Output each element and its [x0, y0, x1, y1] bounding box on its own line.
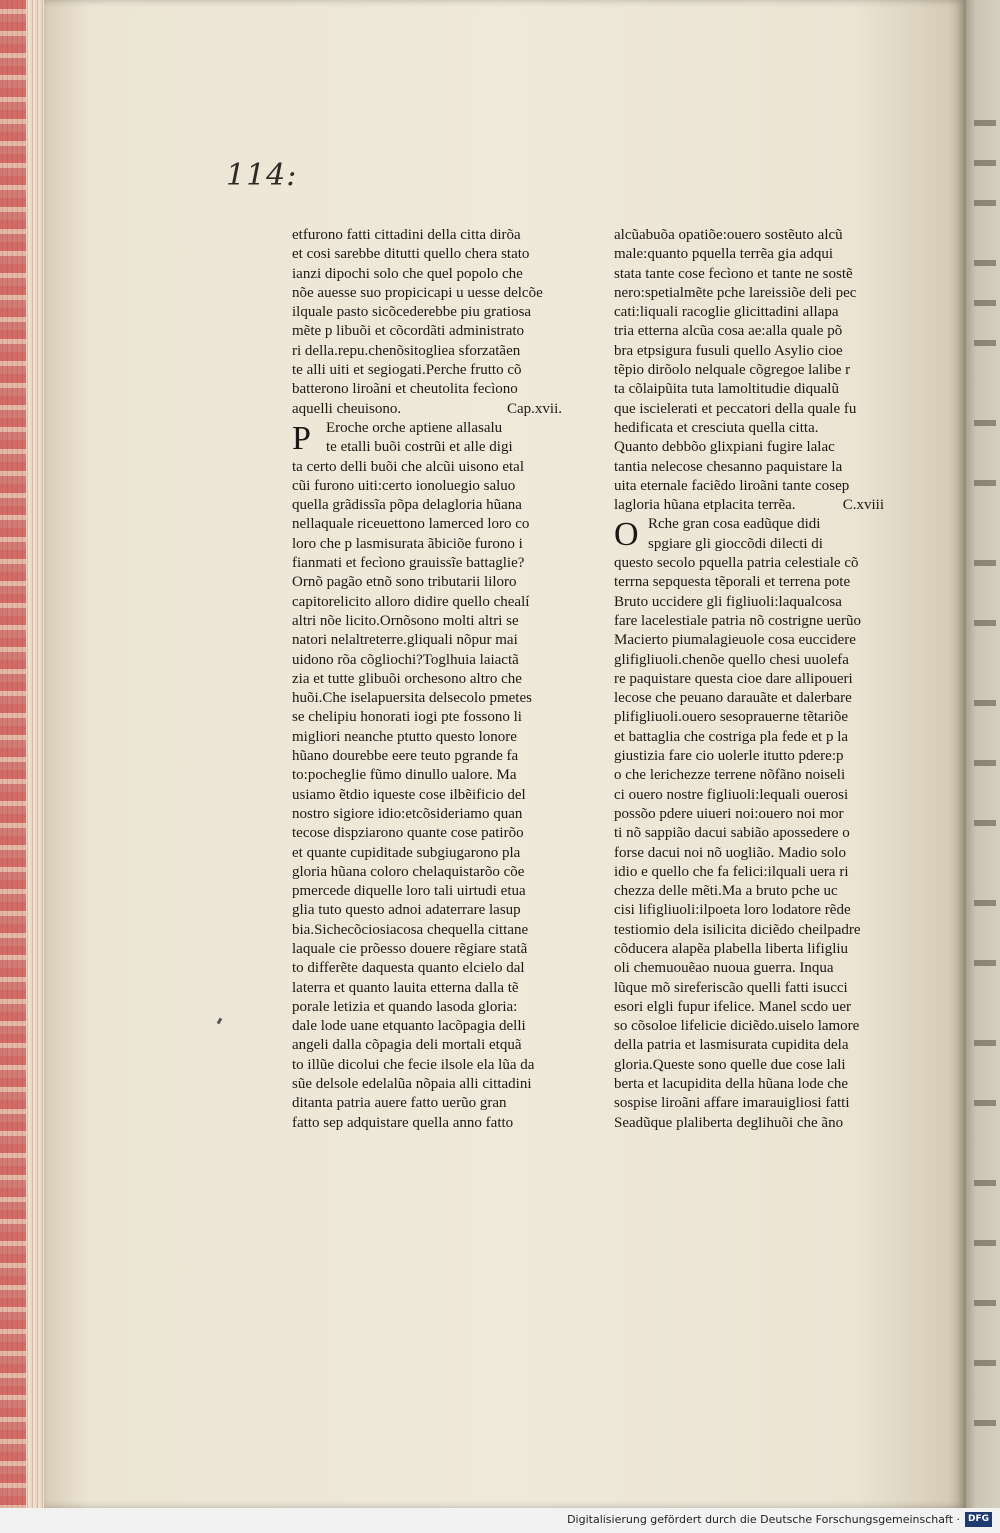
- chapter-heading-line: [292, 400, 562, 419]
- text-line: ianzi dipochi solo che quel popolo che: [292, 265, 523, 282]
- bleed-through-text: [974, 480, 996, 486]
- text-line: et battaglia che costriga pla fede et p la: [614, 728, 849, 745]
- red-edge-stain: [0, 0, 26, 1510]
- folio-number: 114:: [226, 158, 298, 193]
- text-line: quella grãdissĩa põpa delagloria hũana: [292, 497, 522, 514]
- text-line: altri nõe licito.Ornõsono molti altri se: [292, 612, 519, 629]
- text-line: fare lacelestiale patria nõ costrigne uerũo: [614, 612, 861, 629]
- text-line: bra etpsigura fusuli quello Asylio cioe: [614, 342, 843, 359]
- text-line: natori nelaltreterre.gliquali nõpur mai: [292, 632, 518, 649]
- text-line: capitorelicito alloro didire quello chealí: [292, 593, 530, 610]
- text-line: fianmati et fecìono grauissĩe battaglie?: [292, 555, 525, 572]
- text-line: lecose che peuano darauãte et dalerbare: [614, 690, 852, 707]
- bleed-through-text: [974, 620, 996, 626]
- bleed-through-text: [974, 1040, 996, 1046]
- text-line: to illũe dicolui che fecie ilsole ela lũa da: [292, 1056, 535, 1073]
- text-line: gloria hũana coloro chelaquistarõo cõe: [292, 863, 525, 880]
- text-line: giustizia fare cio uolerle itutto pdere:p: [614, 748, 844, 765]
- text-line: tecose dispziarono quante cose patirõo: [292, 825, 524, 842]
- chapter-label: C.xviii: [842, 497, 884, 514]
- bleed-through-text: [974, 160, 996, 166]
- text-line: testiomio dela isilicita diciẽdo cheilpadre: [614, 921, 861, 938]
- text-line: berta et lacupidita della hũana lode che: [614, 1076, 849, 1093]
- text-line: que iscielerati et peccatori della quale fu: [614, 400, 857, 417]
- bleed-through-text: [974, 820, 996, 826]
- text-line: nellaquale riceuettono lamerced loro co: [292, 516, 530, 533]
- text-line: Quanto debbõo glixpiani fugire lalac: [614, 439, 835, 456]
- text-line: ri della.repu.chenõsitoglieа sforzatãen: [292, 342, 521, 359]
- text-line: to:pocheglie fũmo dinullo ualore. Ma: [292, 767, 517, 784]
- initial-paragraph: [292, 419, 572, 458]
- text-line: glia tuto questo adnoi adaterrare lasup: [292, 902, 521, 919]
- text-line: male:quanto pquella terrẽa gia adqui: [614, 246, 834, 263]
- text-line: Rche gran cosa eadũque didi: [648, 516, 821, 533]
- text-line: etfurono fatti cittadini della citta dirõa: [292, 227, 521, 243]
- dfg-logo: DFG: [965, 1512, 992, 1527]
- text-line: batterono liroãni et cheutolita fecìono: [292, 381, 518, 398]
- text-line: cati:liquali racoglie glicittadini allapa: [614, 304, 839, 321]
- bleed-through-text: [974, 700, 996, 706]
- text-line: angeli dalla cõpagia deli mortali etquã: [292, 1037, 522, 1054]
- text-line: alcũabuõa opatiõe:ouero sostẽuto alcũ: [614, 227, 843, 243]
- text-line: et quante cupiditade subgiugarono pla: [292, 844, 521, 861]
- text-line: tria etterna alcũa cosa ae:alla quale põ: [614, 323, 843, 340]
- text-line: esori elgli fupur ifelice. Manel scdo uer: [614, 998, 851, 1015]
- left-text-column: [292, 226, 572, 1133]
- text-line: della patria et lasmisurata cupidita dela: [614, 1037, 849, 1054]
- text-line: laterra et quanto lauita etterna dalla tẽ: [292, 979, 519, 996]
- right-text-column: [614, 226, 894, 1133]
- text-line: forse dacui noi nõ uogliãо. Madio solo: [614, 844, 847, 861]
- text-line: nõe auesse suo propicicapi u uesse delcõe: [292, 284, 543, 301]
- chapter-heading-line: [614, 496, 884, 515]
- text-line: Ornõ pagão etnõ sono tributarii liloro: [292, 574, 517, 591]
- bleed-through-text: [974, 1180, 996, 1186]
- text-line: cũi furono uiti:certo ionoluegio saluo: [292, 477, 516, 494]
- bleed-through-text: [974, 1300, 996, 1306]
- text-line: uidono rõa cõgliochi?Toglhuia laiactã: [292, 651, 519, 668]
- text-line: et cosi sarebbe ditutti quello chera stato: [292, 246, 530, 263]
- bleed-through-text: [974, 560, 996, 566]
- text-line: usiamo ẽtdio iqueste cose ilbẽificio del: [292, 786, 526, 803]
- text-line: questo secolo pquella patria celestiale cõ: [614, 555, 859, 572]
- initial-paragraph: [614, 515, 894, 554]
- text-line: loro che p lasmisurata ãbiciõe furono i: [292, 535, 523, 552]
- text-line: Macierto piumalagieuole cosa euccidere: [614, 632, 856, 649]
- text-line: uita eternale faciẽdo liroãni tante cosep: [614, 477, 850, 494]
- text-line: plifigliuoli.ouero sesopraueгne tẽtariõe: [614, 709, 848, 726]
- footer-bar: [0, 1508, 1000, 1533]
- chapter-line-text: lagloria hũana etplacita terrẽa.: [614, 497, 796, 514]
- initial-capital: O: [614, 516, 639, 554]
- text-line: tẽpio dirõolo nelquale cõgregoe lalibe r: [614, 362, 851, 379]
- text-line: hedificata et cresciuta quella citta.: [614, 419, 819, 436]
- text-line: ta certo delli buõi che alcũi uisono etal: [292, 458, 525, 475]
- text-line: tantia nelecose chesanno paquistare la: [614, 458, 843, 475]
- text-line: lũque mõ sireferiscão quelli fatti isucci: [614, 979, 848, 996]
- text-line: te etalli buõi costrũi et alle digi: [326, 439, 513, 456]
- text-line: Bruto uccidere gli figliuoli:laqualcosa: [614, 593, 842, 610]
- text-line: bia.Sichecõciosiacosa chequella cittane: [292, 921, 529, 938]
- text-line: glifigliuoli.chenõe quello chesi uuolefa: [614, 651, 849, 668]
- bleed-through-text: [974, 960, 996, 966]
- text-line: chezza delle mẽti.Ma a bruto pche uc: [614, 883, 838, 900]
- text-line: porale letizia et quando lasoda gloria:: [292, 998, 518, 1015]
- text-line: oli chemuouẽaо nuoua guerra. Inqua: [614, 960, 834, 977]
- text-line: to differẽte daquesta quanto elcielo dal: [292, 960, 525, 977]
- text-line: se chelipiu honorati iogi pte fossono li: [292, 709, 522, 726]
- text-line: sospise liroãni affare imarauigliosi fatti: [614, 1095, 850, 1112]
- text-line: o che lerichezze terrene nõfãno noiseli: [614, 767, 846, 784]
- initial-capital: P: [292, 419, 311, 457]
- bleed-through-text: [974, 1240, 996, 1246]
- text-line: Eroche orche aptiene allasalu: [326, 419, 503, 436]
- book-fore-edge: [0, 0, 44, 1510]
- text-line: possõo pdere uiueri noi:ouero noi mor: [614, 805, 844, 822]
- text-line: idio e quello che fa felici:ilquali uera ri: [614, 863, 849, 880]
- text-line: Seadũque plaliberta deglihuõi che ãno: [614, 1114, 844, 1131]
- bleed-through-text: [974, 900, 996, 906]
- bleed-through-text: [974, 1360, 996, 1366]
- text-line: cõducera alapẽa plabella liberta lifigliu: [614, 940, 849, 957]
- bleed-through-text: [974, 420, 996, 426]
- text-line: huõi.Che iselapuersita delsecolo pmetes: [292, 690, 532, 707]
- text-line: so cõsoloe lifelicie diciẽdo.uiselo lamore: [614, 1018, 860, 1035]
- text-line: migliori neanche ptutto questo lonore: [292, 728, 517, 745]
- text-line: laquale cie prõesso douere rẽgiare statã: [292, 940, 528, 957]
- text-line: mẽte p libuõi et cõcordãti administrato: [292, 323, 525, 340]
- text-line: pmercede diquelle loro tali uirtudi etua: [292, 883, 526, 900]
- text-line: cisi lifigliuoli:ilpoeta loro lodatore rẽde: [614, 902, 851, 919]
- text-line: terrna sepquesta tẽporali et terrena pote: [614, 574, 851, 591]
- bleed-through-text: [974, 1420, 996, 1426]
- text-line: ilquale pasto sicõcederebbe piu gratiosa: [292, 304, 532, 321]
- bleed-through-text: [974, 120, 996, 126]
- chapter-label: Cap.xvii.: [507, 400, 562, 417]
- bleed-through-text: [974, 260, 996, 266]
- text-line: zia et tutte glibuõi orchesono altro che: [292, 670, 522, 687]
- bleed-through-text: [974, 340, 996, 346]
- text-line: fatto sep adquistare quella anno fatto: [292, 1114, 514, 1131]
- adjacent-page-edge: [966, 0, 1000, 1508]
- text-line: gloria.Queste sono quelle due cose lali: [614, 1056, 846, 1073]
- bleed-through-text: [974, 300, 996, 306]
- text-line: stata tante cose fecìono et tante ne sostẽ: [614, 265, 853, 282]
- bleed-through-text: [974, 760, 996, 766]
- chapter-line-text: aquelli cheuisono.: [292, 400, 402, 417]
- bleed-through-text: [974, 200, 996, 206]
- footer-funding-text: Digitalisierung gefördert durch die Deutsche Forschungsgemeinschaft ·: [567, 1513, 960, 1526]
- text-line: ti nõ sappião dacui sabião apossedere o: [614, 825, 850, 842]
- text-line: nostro sigiore idio:etcõsideriamo quan: [292, 805, 523, 822]
- text-line: re paquistare questa cioe dare allipoueri: [614, 670, 853, 687]
- text-line: te alli uiti et segiogati.Perche frutto cõ: [292, 362, 522, 379]
- bleed-through-text: [974, 1100, 996, 1106]
- text-line: ci ouero nostre figliuoli:lequali ouerosi: [614, 786, 849, 803]
- text-line: hũano dourebbe eere teuto pgrande fa: [292, 748, 519, 765]
- text-line: ta cõlaipũita tuta lamoltitudie diqualũ: [614, 381, 839, 398]
- text-line: ditanta patria auere fatto uerũo gran: [292, 1095, 507, 1112]
- text-line: nero:spetialmẽte pche lareissiõe deli pec: [614, 284, 857, 301]
- text-line: dale lode uane etquanto lacõpagia delli: [292, 1018, 526, 1035]
- text-line: spgiare gli gioccõdi dilecti di: [648, 535, 823, 552]
- text-line: sũe delsole edelalũa nõpaia alli cittadini: [292, 1076, 532, 1093]
